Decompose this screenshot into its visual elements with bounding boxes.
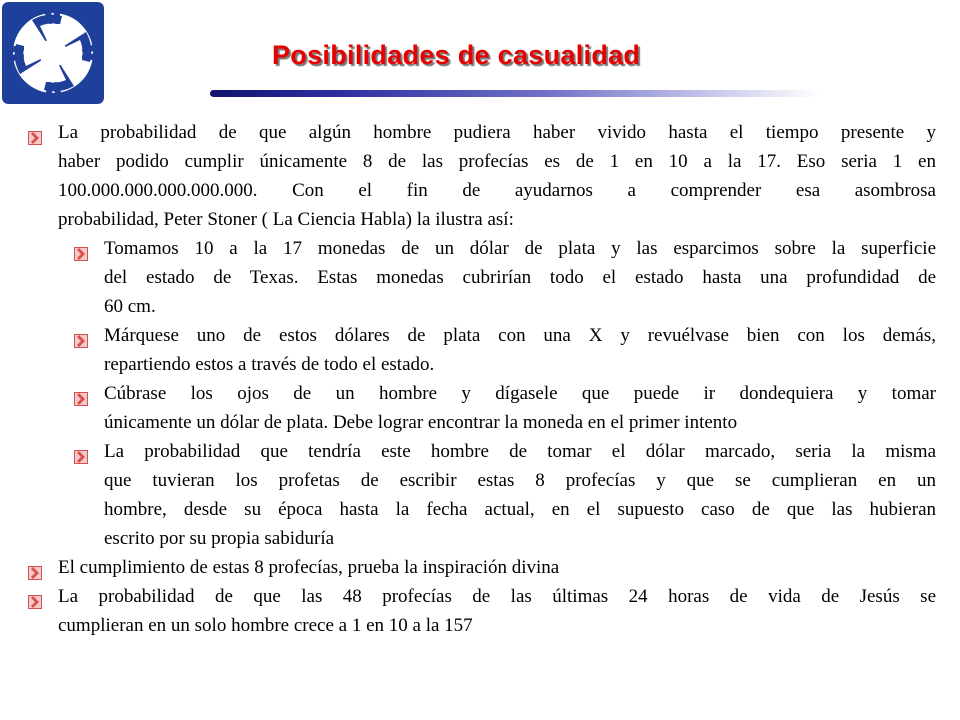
bullet-text-line: Cúbrase los ojos de un hombre y dígasele que puede ir dondequiera y tomar — [104, 383, 936, 404]
bullet-text-line: hombre, desde su época hasta la fecha actual, en el supuesto caso de que las hubieran — [104, 499, 936, 520]
bullet-icon — [28, 589, 42, 603]
bullet-item — [58, 582, 936, 640]
bullet-icon — [74, 386, 88, 400]
bullet-text-line: La probabilidad de que las 48 profecías de las últimas 24 horas de vida de Jesús se — [58, 586, 936, 607]
sub-bullet-item — [104, 437, 936, 553]
bullet-icon — [74, 444, 88, 458]
bullet-icon — [28, 560, 42, 574]
bullet-item — [58, 553, 936, 582]
bullet-icon — [28, 125, 42, 139]
bullet-item — [58, 118, 936, 234]
bullet-text-line: Márquese uno de estos dólares de plata con una X y revuélvase bien con los demás, — [104, 325, 936, 346]
bullet-text-line: repartiendo estos a través de todo el estado. — [104, 354, 435, 375]
sub-bullet-item — [104, 234, 936, 321]
bullet-text-line: únicamente un dólar de plata. Debe lograr encontrar la moneda en el primer intento — [104, 412, 738, 433]
bullet-text-line: 100.000.000.000.000.000. Con el fin de ayudarnos a comprender esa asombrosa — [58, 180, 936, 201]
slide-title: Posibilidades de casualidad — [272, 40, 641, 70]
bullet-text-line: del estado de Texas. Estas monedas cubrirían todo el estado hasta una profundidad de — [104, 267, 936, 288]
bullet-text-line: Tomamos 10 a la 17 monedas de un dólar de plata y las esparcimos sobre la superficie — [104, 238, 936, 259]
bullet-text-line: haber podido cumplir únicamente 8 de las profecías es de 1 en 10 a la 17. Eso seria 1 en — [58, 151, 936, 172]
bullet-text-line: La probabilidad que tendría este hombre de tomar el dólar marcado, seria la misma — [104, 441, 936, 462]
bullet-text-line: que tuvieran los profetas de escribir estas 8 profecías y que se cumplieran en un — [104, 470, 936, 491]
bullet-icon — [74, 241, 88, 255]
bullet-text-line: El cumplimiento de estas 8 profecías, prueba la inspiración divina — [58, 557, 560, 578]
bullet-text-line: probabilidad, Peter Stoner ( La Ciencia Habla) la ilustra así: — [58, 209, 514, 230]
bullet-text-line: 60 cm. — [104, 296, 156, 317]
sub-bullet-item — [104, 321, 936, 379]
bullet-text-line: La probabilidad de que algún hombre pudiera haber vivido hasta el tiempo presente y — [58, 122, 936, 143]
bullet-text-line: cumplieran en un solo hombre crece a 1 en 10 a la 157 — [58, 615, 473, 636]
bullet-icon — [74, 328, 88, 342]
bullet-text-line: escrito por su propia sabiduría — [104, 528, 335, 549]
sub-bullet-item — [104, 379, 936, 437]
